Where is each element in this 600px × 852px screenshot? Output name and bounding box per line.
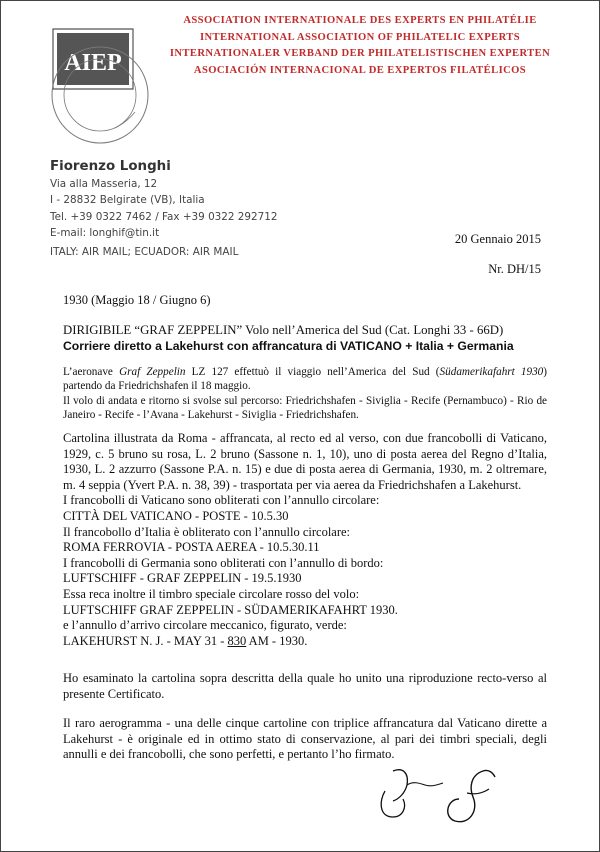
conclusion-paragraph: Il raro aerogramma - una delle cinque cartoline con triplice affrancatura dal Vaticano dirette a Lakehurst - è originale ed in ottimo stato di conservazione, al pari dei timbri speciali, degli annulli e dei francobolli, che sono perfetti, e pertanto l’ho firmato.: [63, 716, 547, 762]
body-line: Essa reca inoltre il timbro speciale circolare rosso del volo:: [63, 586, 360, 601]
body-line: ROMA FERROVIA - POSTA AEREA - 10.5.30.11: [63, 540, 320, 555]
signature: [373, 763, 513, 825]
body-line: Il francobollo d’Italia è obliterato con l’annullo circolare:: [63, 524, 351, 539]
postmark-time: 830: [227, 633, 247, 648]
postmark-text: LAKEHURST N. J. - MAY 31 -: [63, 633, 228, 648]
sender-email[interactable]: E-mail: longhif@tin.it: [50, 227, 160, 240]
association-header: [125, 13, 595, 79]
org-line-de: INTERNATIONALER VERBAND DER PHILATELISTISCHEN EXPERTEN: [169, 48, 551, 59]
description-body: [63, 431, 547, 649]
sender-phone: Tel. +39 0322 7462 / Fax +39 0322 292712: [50, 210, 278, 223]
description-paragraph: Cartolina illustrata da Roma - affrancata, al recto ed al verso, con due francobolli di Vaticano, 1929, c. 5 bruno su rosa, L. 2 bruno (Sassone n. 1, 10), uno di posta aerea del Regno d’Italia, 1930, L. 2 azzurro (Sassone P.A. n. 15) e due di posta aerea di Germania, 1930, m. 2 oltremare, m. 4 seppia (Yvert P.A. n. 38, 39) - trasportata per via aerea da Friedrichshafen a Lakehurst.: [63, 431, 547, 492]
sender-name: Fiorenzo Longhi: [50, 159, 171, 174]
sender-city: I - 28832 Belgirate (VB), Italia: [50, 194, 205, 207]
intro-text-part: L’aeronave: [63, 366, 120, 378]
body-line: [63, 634, 547, 650]
certificate-number: Nr. DH/15: [488, 262, 541, 276]
org-line-en: INTERNATIONAL ASSOCIATION OF PHILATELIC EXPERTS: [199, 31, 521, 43]
intro-text-part: LZ 127 effettuò il viaggio nell’America del Sud (: [185, 366, 440, 378]
body-line: I francobolli di Germania sono obliterati con l’annullo di bordo:: [63, 555, 384, 570]
intro-paragraph-1: [63, 365, 547, 394]
sender-address: [50, 158, 277, 242]
trip-name: Südamerikafahrt 1930: [439, 366, 544, 378]
org-line-fr: ASSOCIATION INTERNATIONALE DES EXPERTS EN PHILATÉLIE: [183, 15, 537, 26]
flight-period: 1930 (Maggio 18 / Giugno 6): [63, 293, 211, 307]
title-line-2: Corriere diretto a Lakehurst con affrancatura di VATICANO + Italia + Germania: [63, 339, 514, 353]
document-title: [63, 322, 514, 354]
body-line: LUFTSCHIFF - GRAF ZEPPELIN - 19.5.1930: [63, 571, 302, 586]
mail-type: ITALY: AIR MAIL; ECUADOR: AIR MAIL: [50, 246, 239, 258]
org-line-es: ASOCIACIÓN INTERNACIONAL DE EXPERTOS FILATÉLICOS: [193, 64, 527, 76]
certificate-date: 20 Gennaio 2015: [454, 232, 541, 246]
sender-street: Via alla Masseria, 12: [50, 178, 158, 190]
examination-paragraph: Ho esaminato la cartolina sopra descritta della quale ho unito una riproduzione recto-verso al presente Certificato.: [63, 671, 547, 701]
body-line: e l’annullo d’arrivo circolare meccanico, figurato, verde:: [63, 618, 347, 633]
airship-name: Graf Zeppelin: [119, 366, 186, 378]
intro-text-part: ) partendo da Friedrichshafen il 18 maggio.: [63, 366, 548, 393]
intro-paragraph-2: Il volo di andata e ritorno si svolse sul percorso: Friedrichshafen - Siviglia - Recife (Pernambuco) - Rio de Janeiro - Recife - l’Avana - Lakehurst - Siviglia - Friedrichshafen.: [63, 394, 547, 421]
aiep-stamp-emblem: [53, 29, 133, 89]
title-line-1: DIRIGIBILE “GRAF ZEPPELIN” Volo nell’America del Sud (Cat. Longhi 33 - 66D): [63, 323, 504, 337]
body-line: CITTÀ DEL VATICANO - POSTE - 10.5.30: [63, 508, 289, 523]
body-line: LUFTSCHIFF GRAF ZEPPELIN - SÜDAMERIKAFAHRT 1930.: [63, 602, 398, 617]
svg-text:AIEP: AIEP: [64, 50, 122, 76]
intro-text: [63, 365, 547, 422]
postmark-text: AM - 1930.: [246, 633, 308, 648]
body-line: I francobolli di Vaticano sono obliterati con l’annullo circolare:: [63, 493, 380, 508]
